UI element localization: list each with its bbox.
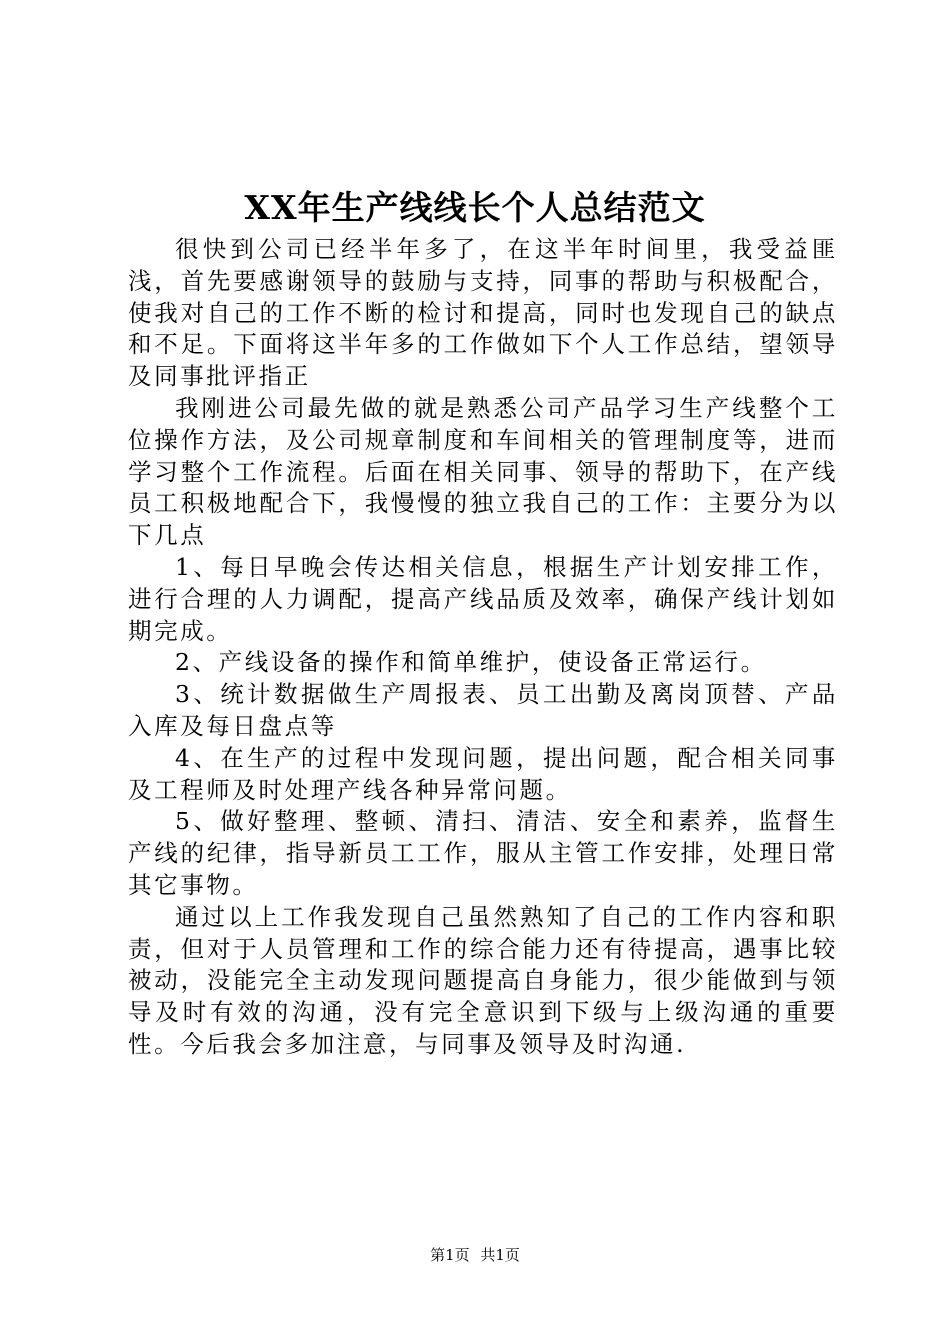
list-item: 3、统计数据做生产周报表、员工出勤及离岗顶替、产品入库及每日盘点等 [128, 680, 838, 740]
list-item: 2、产线设备的操作和简单维护，使设备正常运行。 [175, 648, 767, 677]
page-total: 共1页 [480, 1246, 520, 1264]
paragraph-conclusion: 通过以上工作我发现自己虽然熟知了自己的工作内容和职责，但对于人员管理和工作的综合能力还有待提高，遇事比较被动，没能完全主动发现问题提高自身能力，很少能做到与领导及时有效的沟通，没有完全意识到下级与上级沟通的重要性。今后我会多加注意，与同事及领导及时沟通. [128, 902, 838, 1058]
paragraph-onboarding: 我刚进公司最先做的就是熟悉公司产品学习生产线整个工位操作方法，及公司规章制度和车间相关的管理制度等，进而学习整个工作流程。后面在相关同事、领导的帮助下，在产线员工积极地配合下，我慢慢的独立我自己的工作：主要分为以下几点 [128, 393, 838, 550]
list-item: 1、每日早晚会传达相关信息，根据生产计划安排工作，进行合理的人力调配，提高产线品质及效率，确保产线计划如期完成。 [128, 552, 838, 645]
document-title: XX年生产线线长个人总结范文 [244, 188, 706, 227]
page-footer [0, 1244, 950, 1266]
list-item: 5、做好整理、整顿、清扫、清洁、安全和素养，监督生产线的纪律，指导新员工工作，服从主管工作安排，处理日常其它事物。 [128, 807, 838, 899]
page-number: 第1页 [430, 1246, 470, 1264]
paragraph-intro: 很快到公司已经半年多了，在这半年时间里，我受益匪浅，首先要感谢领导的鼓励与支持，同事的帮助与积极配合，使我对自己的工作不断的检讨和提高，同时也发现自己的缺点和不足。下面将这半年多的工作做如下个人工作总结，望领导及同事批评指正 [128, 235, 838, 391]
document-body [128, 234, 838, 1061]
list-item: 4、在生产的过程中发现问题，提出问题，配合相关同事及工程师及时处理产线各种异常问题。 [128, 743, 838, 804]
